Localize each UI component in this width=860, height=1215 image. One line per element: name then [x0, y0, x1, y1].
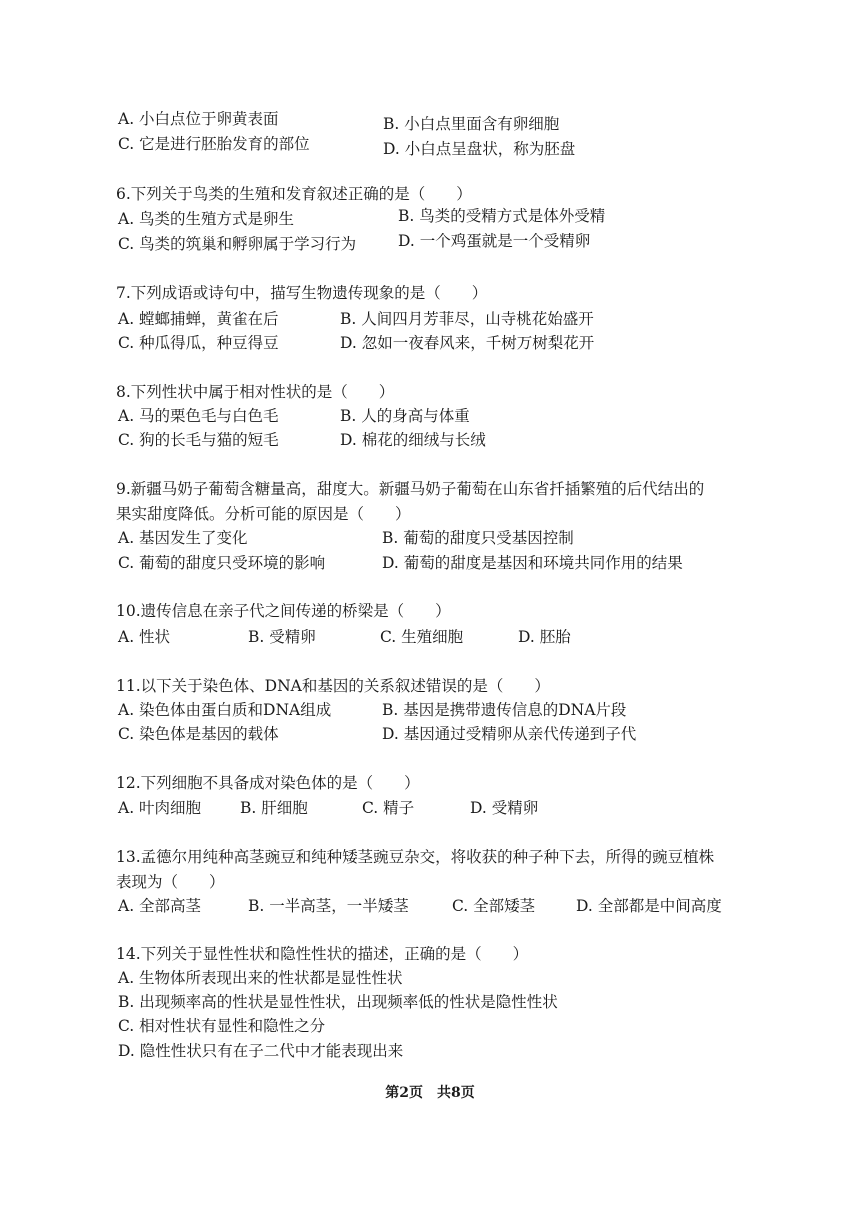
q7-option-d: D. 忽如一夜春风来，千树万树梨花开 — [340, 334, 595, 352]
q11-stem: 11.以下关于染色体、DNA和基因的关系叙述错误的是（ ） — [116, 677, 550, 695]
q8-stem: 8.下列性状中属于相对性状的是（ ） — [116, 383, 395, 401]
q8-option-c: C. 狗的长毛与猫的短毛 — [118, 431, 279, 449]
q13-stem-line-2: 表现为（ ） — [116, 873, 225, 891]
q8-option-a: A. 马的栗色毛与白色毛 — [118, 407, 279, 425]
q11-option-d: D. 基因通过受精卵从亲代传递到子代 — [382, 725, 637, 743]
q12-option-c: C. 精子 — [362, 799, 415, 817]
q5-option-b: B. 小白点里面含有卵细胞 — [383, 115, 560, 133]
q11-option-c: C. 染色体是基因的载体 — [118, 725, 279, 743]
q11-option-b: B. 基因是携带遗传信息的DNA片段 — [382, 701, 627, 719]
q14-option-a: A. 生物体所表现出来的性状都是显性性状 — [118, 969, 403, 987]
q10-option-a: A. 性状 — [118, 628, 171, 646]
q13-option-b: B. 一半高茎，一半矮茎 — [248, 897, 409, 915]
q12-option-b: B. 肝细胞 — [240, 799, 308, 817]
q10-option-d: D. 胚胎 — [518, 628, 571, 646]
q14-option-d: D. 隐性性状只有在子二代中才能表现出来 — [118, 1042, 404, 1060]
q7-option-c: C. 种瓜得瓜，种豆得豆 — [118, 334, 279, 352]
q14-stem: 14.下列关于显性性状和隐性性状的描述，正确的是（ ） — [116, 945, 529, 963]
q10-stem: 10.遗传信息在亲子代之间传递的桥梁是（ ） — [116, 602, 451, 620]
q5-option-d: D. 小白点呈盘状，称为胚盘 — [383, 140, 576, 158]
q10-option-c: C. 生殖细胞 — [380, 628, 464, 646]
q6-option-d: D. 一个鸡蛋就是一个受精卵 — [398, 232, 591, 250]
q6-option-a: A. 鸟类的生殖方式是卵生 — [118, 210, 295, 228]
q9-stem-line-2: 果实甜度降低。分析可能的原因是（ ） — [116, 505, 411, 523]
q5-option-c: C. 它是进行胚胎发育的部位 — [118, 135, 310, 153]
q12-option-d: D. 受精卵 — [470, 799, 539, 817]
q11-option-a: A. 染色体由蛋白质和DNA组成 — [118, 701, 332, 719]
q12-stem: 12.下列细胞不具备成对染色体的是（ ） — [116, 774, 420, 792]
q13-stem-line-1: 13.孟德尔用纯种高茎豌豆和纯种矮茎豌豆杂交，将收获的种子种下去，所得的豌豆植株 — [116, 848, 715, 866]
q9-stem-line-1: 9.新疆马奶子葡萄含糖量高，甜度大。新疆马奶子葡萄在山东省扦插繁殖的后代结出的 — [116, 480, 705, 498]
q9-option-c: C. 葡萄的甜度只受环境的影响 — [118, 554, 326, 572]
q13-option-d: D. 全部都是中间高度 — [576, 897, 722, 915]
q14-option-c: C. 相对性状有显性和隐性之分 — [118, 1017, 326, 1035]
q9-option-d: D. 葡萄的甜度是基因和环境共同作用的结果 — [382, 554, 683, 572]
q8-option-d: D. 棉花的细绒与长绒 — [340, 431, 486, 449]
q12-option-a: A. 叶肉细胞 — [118, 799, 202, 817]
page-number-footer: 第2页 共8页 — [385, 1085, 475, 1101]
q5-option-a: A. 小白点位于卵黄表面 — [118, 110, 279, 128]
q9-option-b: B. 葡萄的甜度只受基因控制 — [382, 529, 574, 547]
q13-option-c: C. 全部矮茎 — [452, 897, 536, 915]
q7-option-a: A. 螳螂捕蝉，黄雀在后 — [118, 310, 279, 328]
q6-option-b: B. 鸟类的受精方式是体外受精 — [398, 207, 606, 225]
q8-option-b: B. 人的身高与体重 — [340, 407, 470, 425]
q13-option-a: A. 全部高茎 — [118, 897, 202, 915]
q14-option-b: B. 出现频率高的性状是显性性状，出现频率低的性状是隐性性状 — [118, 993, 558, 1011]
q10-option-b: B. 受精卵 — [248, 628, 316, 646]
q6-stem: 6.下列关于鸟类的生殖和发育叙述正确的是（ ） — [116, 185, 472, 203]
q7-option-b: B. 人间四月芳菲尽，山寺桃花始盛开 — [340, 310, 594, 328]
q6-option-c: C. 鸟类的筑巢和孵卵属于学习行为 — [118, 235, 357, 253]
q7-stem: 7.下列成语或诗句中，描写生物遗传现象的是（ ） — [116, 284, 488, 302]
q9-option-a: A. 基因发生了变化 — [118, 529, 248, 547]
